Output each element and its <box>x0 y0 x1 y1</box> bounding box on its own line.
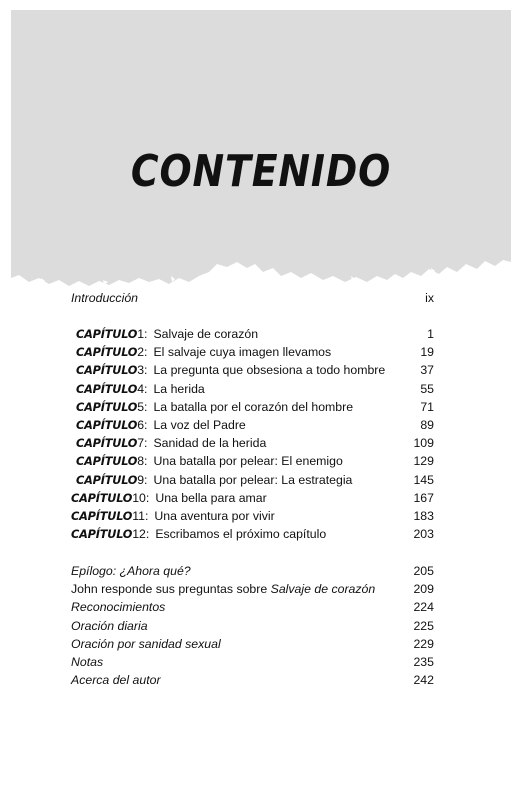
chapter-title: Una batalla por pelear: La estrategia <box>153 472 353 487</box>
chapter-label: CAPÍTULO <box>76 473 138 487</box>
chapter-colon: : <box>144 436 148 451</box>
chapter-colon: : <box>144 508 149 523</box>
chapter-title: La batalla por el corazón del hombre <box>153 399 354 414</box>
chapter-label: CAPÍTULO <box>76 455 138 469</box>
back-matter-page: 242 <box>413 673 434 688</box>
chapter-title: Escribamos el próximo capítulo <box>155 527 327 542</box>
back-matter-page: 224 <box>413 600 434 615</box>
back-matter-title: Reconocimientos <box>71 600 166 615</box>
back-matter-title-start: John responde sus preguntas sobre <box>71 582 271 597</box>
chapter-page: 109 <box>413 436 434 451</box>
chapter-label: CAPÍTULO <box>76 418 138 432</box>
toc-row-chapter[interactable] <box>71 489 434 507</box>
back-matter-page: 235 <box>413 654 434 669</box>
chapter-page: 37 <box>420 363 434 378</box>
chapter-colon: : <box>144 399 148 414</box>
toc-row-back-matter[interactable] <box>71 598 434 616</box>
toc-row-chapter[interactable] <box>71 325 434 343</box>
chapter-number: 1 <box>137 327 145 341</box>
chapter-colon: : <box>144 345 148 360</box>
chapter-title: Sanidad de la herida <box>153 436 267 451</box>
back-matter-title <box>71 582 375 596</box>
toc-row-back-matter[interactable] <box>71 653 434 671</box>
chapter-colon: : <box>144 472 148 487</box>
back-matter-title: Notas <box>71 654 104 669</box>
chapter-number: 8 <box>137 454 145 469</box>
chapter-page: 145 <box>413 472 434 487</box>
introduction-title: Introducción <box>71 291 138 305</box>
chapter-colon: : <box>144 381 148 396</box>
chapter-colon: : <box>144 417 148 432</box>
toc-row-back-matter[interactable] <box>71 580 434 598</box>
chapter-page: 1 <box>427 327 434 341</box>
toc-row-back-matter[interactable] <box>71 562 434 580</box>
chapter-number: 4 <box>137 381 145 396</box>
chapter-number: 7 <box>137 436 145 451</box>
chapter-label: CAPÍTULO <box>76 346 138 360</box>
chapter-number: 9 <box>137 472 145 487</box>
chapter-number: 2 <box>137 345 145 360</box>
chapter-colon: : <box>144 327 148 341</box>
chapter-label: CAPÍTULO <box>71 509 133 523</box>
chapter-title: Salvaje de corazón <box>153 327 259 341</box>
chapter-colon: : <box>144 454 148 469</box>
chapter-title: El salvaje cuya imagen llevamos <box>153 345 332 360</box>
toc-row-chapter[interactable] <box>71 507 434 525</box>
chapter-label: CAPÍTULO <box>76 400 138 414</box>
back-matter-title-em: Salvaje de corazón <box>270 582 376 597</box>
chapter-title: Una aventura por vivir <box>154 508 275 523</box>
back-matter-page: 225 <box>413 618 434 633</box>
toc-introduction <box>71 289 434 307</box>
chapter-label: CAPÍTULO <box>76 437 138 451</box>
chapter-title: Una bella para amar <box>155 490 267 505</box>
chapter-title: La pregunta que obsesiona a todo hombre <box>153 363 386 378</box>
chapter-page: 183 <box>413 508 434 523</box>
chapter-colon: : <box>145 527 150 542</box>
toc-row-chapter[interactable] <box>71 471 434 489</box>
toc-back-matter <box>71 562 434 689</box>
chapter-page: 89 <box>420 417 434 432</box>
page-title: CONTENIDO <box>130 146 392 197</box>
chapter-number: 6 <box>137 417 145 432</box>
chapter-number: 11 <box>132 508 145 523</box>
toc-row-chapter[interactable] <box>71 434 434 452</box>
back-matter-title: Oración diaria <box>71 618 148 633</box>
toc-row-chapter[interactable] <box>71 380 434 398</box>
back-matter-page: 229 <box>413 636 434 651</box>
toc-row-back-matter[interactable] <box>71 671 434 689</box>
chapter-page: 167 <box>413 490 434 505</box>
back-matter-title: Acerca del autor <box>71 673 161 688</box>
chapter-page: 71 <box>420 399 434 414</box>
chapter-page: 55 <box>420 381 434 396</box>
chapter-page: 19 <box>420 345 434 360</box>
back-matter-title: Epílogo: ¿Ahora qué? <box>71 564 191 578</box>
toc-row-chapter[interactable] <box>71 361 434 379</box>
chapter-label: CAPÍTULO <box>71 491 133 505</box>
chapter-colon: : <box>144 363 148 378</box>
chapter-colon: : <box>145 490 150 505</box>
toc-row-back-matter[interactable] <box>71 635 434 653</box>
chapter-label: CAPÍTULO <box>76 382 138 396</box>
chapter-label: CAPÍTULO <box>76 364 138 378</box>
back-matter-page: 209 <box>413 582 434 597</box>
toc-row-chapter[interactable] <box>71 525 434 543</box>
chapter-title: La herida <box>153 381 205 396</box>
introduction-page: ix <box>425 291 434 305</box>
toc-row-chapter[interactable] <box>71 452 434 470</box>
chapter-number: 12 <box>132 527 146 542</box>
chapter-number: 10 <box>132 490 146 505</box>
chapter-title: Una batalla por pelear: El enemigo <box>153 454 343 469</box>
chapter-label: CAPÍTULO <box>71 528 133 542</box>
toc-row-chapter[interactable] <box>71 343 434 361</box>
toc-row-chapter[interactable] <box>71 398 434 416</box>
chapter-number: 3 <box>137 363 145 378</box>
toc-row-chapter[interactable] <box>71 416 434 434</box>
toc-chapters <box>71 325 434 543</box>
back-matter-page: 205 <box>413 564 434 578</box>
chapter-label: CAPÍTULO <box>76 328 138 341</box>
chapter-page: 203 <box>413 527 434 542</box>
toc-row-introduction[interactable] <box>71 289 434 307</box>
back-matter-title: Oración por sanidad sexual <box>71 636 221 651</box>
chapter-number: 5 <box>137 399 145 414</box>
chapter-title: La voz del Padre <box>153 417 246 432</box>
toc-row-back-matter[interactable] <box>71 617 434 635</box>
chapter-page: 129 <box>413 454 434 469</box>
